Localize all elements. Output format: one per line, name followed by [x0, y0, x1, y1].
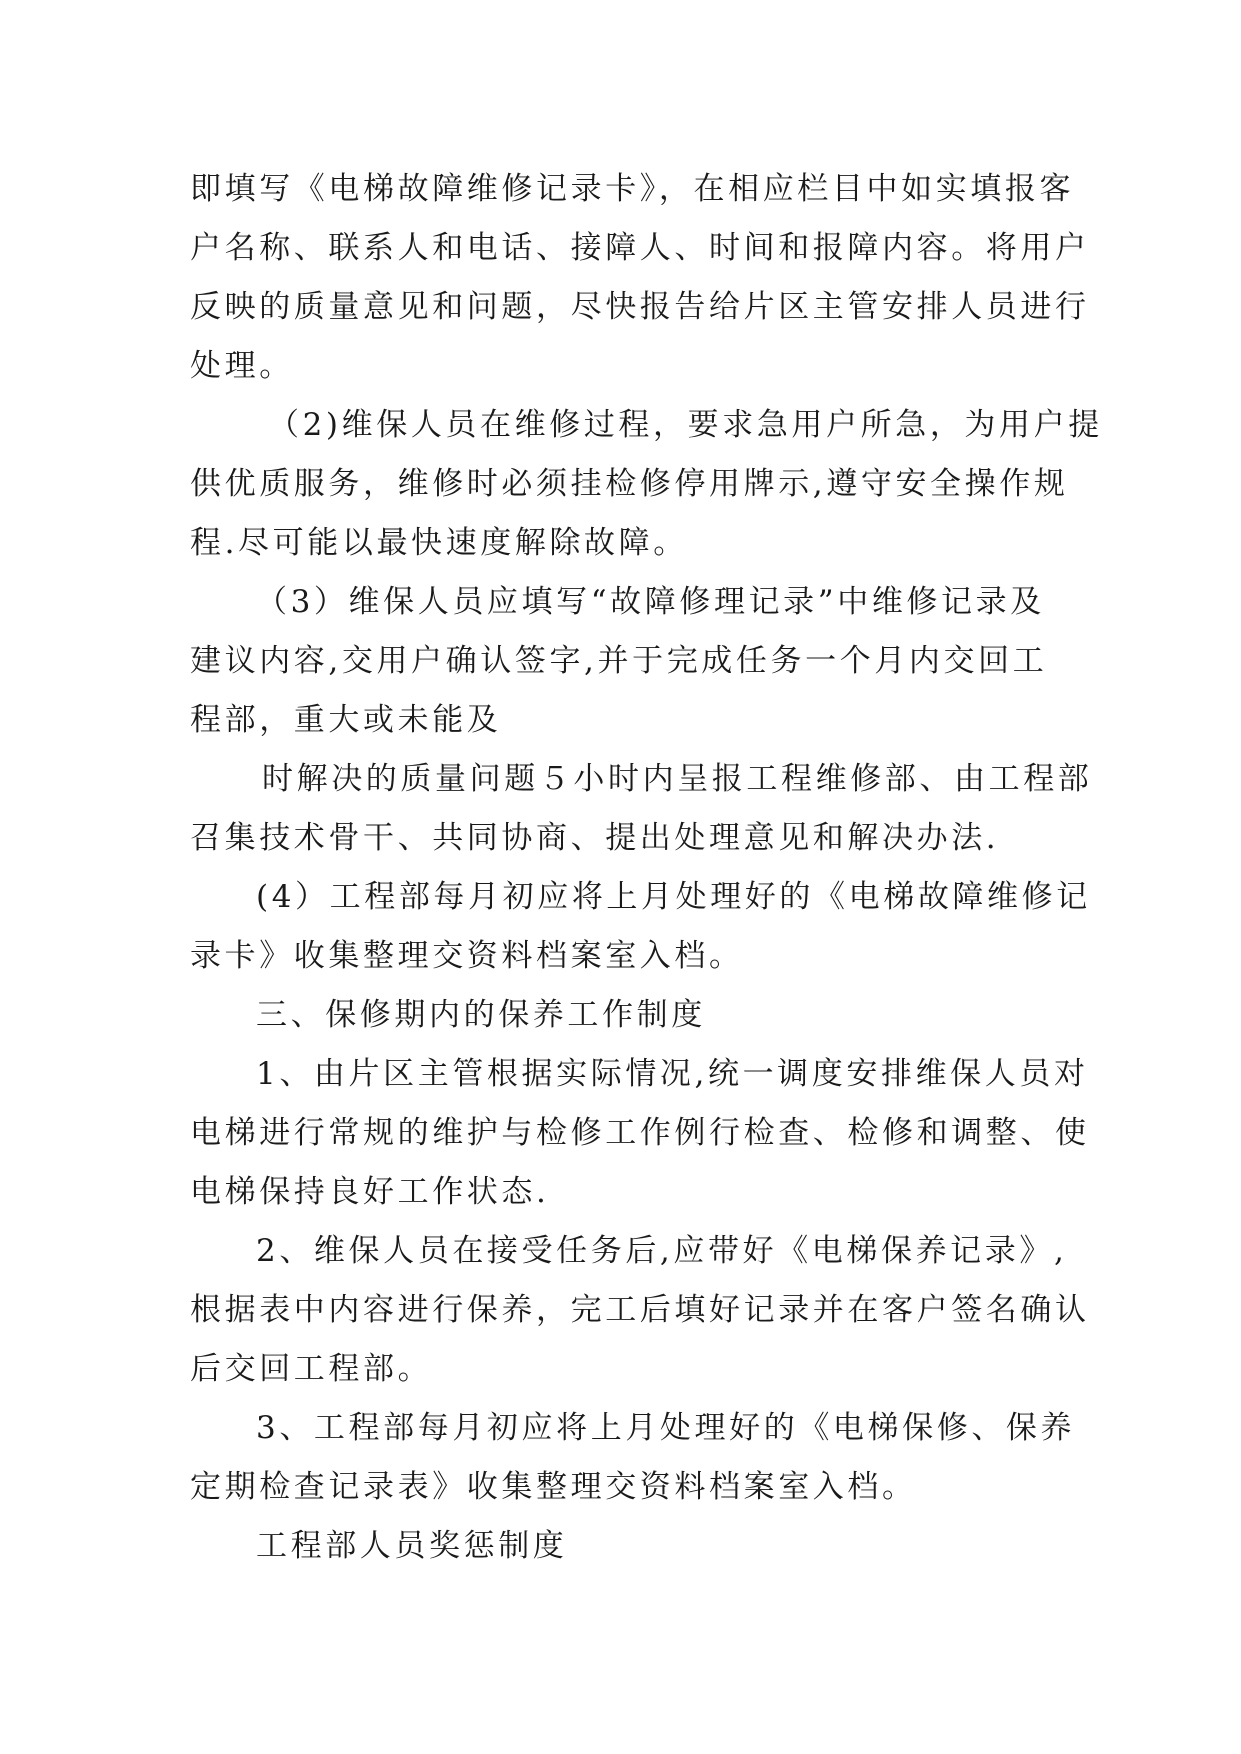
text-line: 建议内容,交用户确认签字,并于完成任务一个月内交回工: [190, 643, 1048, 679]
section-heading-rewards: [190, 1517, 1050, 1576]
text-line: 电梯进行常规的维护与检修工作例行检查、检修和调整、使: [190, 1115, 1090, 1151]
text-line: 后交回工程部。: [190, 1351, 433, 1387]
text-line: 2、维保人员在接受任务后,应带好《电梯保养记录》,: [256, 1233, 1068, 1269]
paragraph-item-4: [190, 868, 1091, 986]
text-line: （3）维保人员应填写“故障修理记录”中维修记录及: [256, 584, 1045, 620]
document-page: [190, 160, 1103, 1576]
text-line: 3、工程部每月初应将上月处理好的《电梯保修、保养: [256, 1410, 1076, 1446]
text-line: 处理。: [190, 348, 294, 384]
text-line: 反映的质量意见和问题，尽快报告给片区主管安排人员进行: [190, 289, 1090, 325]
text-line: 录卡》收集整理交资料档案室入档。: [190, 938, 744, 974]
paragraph-rule-3: [190, 1399, 1076, 1517]
text-line: (4）工程部每月初应将上月处理好的《电梯故障维修记: [256, 879, 1091, 915]
text-line: 户名称、联系人和电话、接障人、时间和报障内容。将用户: [190, 230, 1090, 266]
paragraph-rule-1: [190, 1045, 1090, 1222]
paragraph-item-3: [190, 573, 1050, 750]
section-heading: 三、保修期内的保养工作制度: [256, 997, 706, 1033]
paragraph-item-2: [190, 396, 1103, 573]
text-line: （2)维保人员在维修过程，要求急用户所急，为用户提: [268, 407, 1103, 443]
text-line: 定期检查记录表》收集整理交资料档案室入档。: [190, 1469, 917, 1505]
section-heading: 工程部人员奖惩制度: [256, 1528, 568, 1564]
paragraph-quality-issues: [190, 750, 1093, 868]
paragraph-rule-2: [190, 1222, 1090, 1399]
text-line: 程部，重大或未能及: [190, 702, 502, 738]
text-line: 召集技术骨干、共同协商、提出处理意见和解决办法.: [190, 820, 1000, 856]
text-line: 电梯保持良好工作状态.: [190, 1174, 550, 1210]
text-line: 即填写《电梯故障维修记录卡》，在相应栏目中如实填报客: [190, 171, 1075, 207]
text-line: 程.尽可能以最快速度解除故障。: [190, 525, 688, 561]
text-line: 根据表中内容进行保养，完工后填好记录并在客户签名确认: [190, 1292, 1090, 1328]
text-line: 供优质服务，维修时必须挂检修停用牌示,遵守安全操作规: [190, 466, 1069, 502]
text-line: 1、由片区主管根据实际情况,统一调度安排维保人员对: [256, 1056, 1089, 1092]
text-line: 时解决的质量问题５小时内呈报工程维修部、由工程部: [262, 761, 1093, 797]
section-heading-maintenance: [190, 986, 1050, 1045]
paragraph-fault-report-card: [190, 160, 1090, 396]
